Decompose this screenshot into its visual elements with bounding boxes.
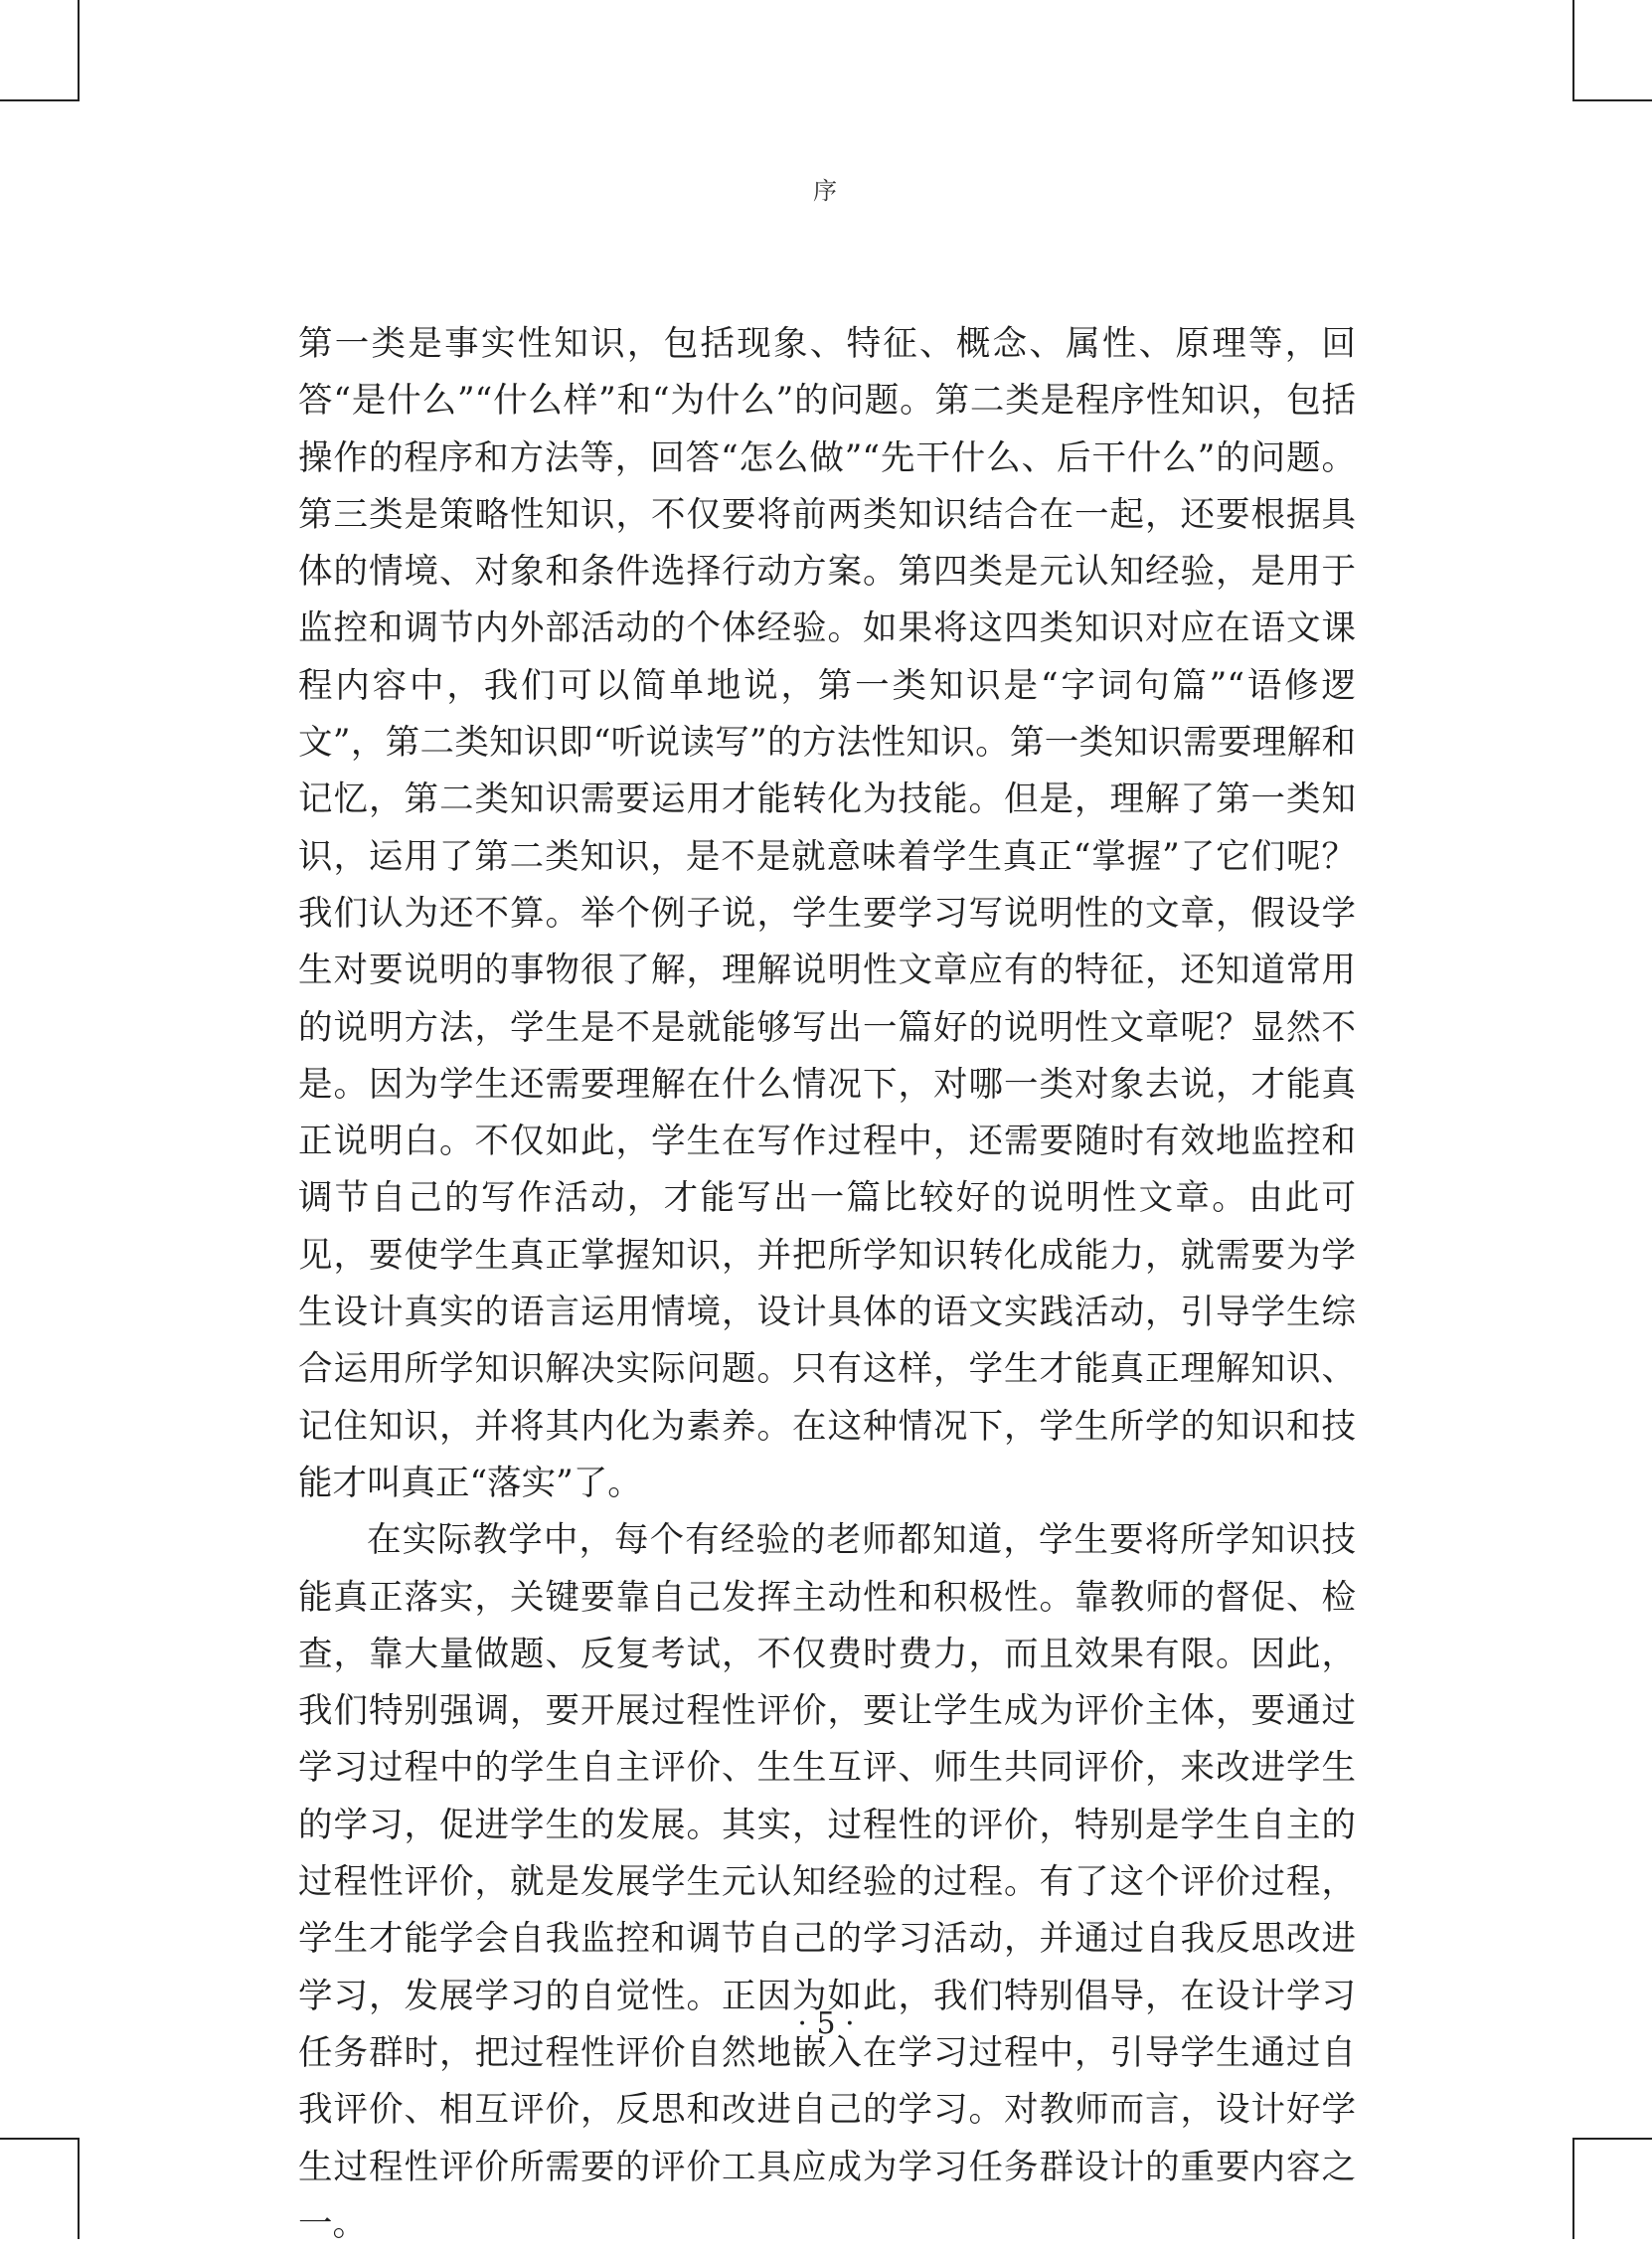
crop-mark-bottom-right-vertical xyxy=(1572,2138,1574,2239)
crop-mark-top-left-vertical xyxy=(78,0,80,101)
crop-mark-bottom-left-vertical xyxy=(78,2138,80,2239)
crop-mark-top-right-horizontal xyxy=(1572,99,1652,101)
body-text xyxy=(298,316,1356,2253)
page-number: · 5 · xyxy=(797,2006,855,2041)
crop-mark-bottom-right-horizontal xyxy=(1572,2138,1652,2140)
crop-mark-top-right-vertical xyxy=(1572,0,1574,101)
crop-mark-top-left-horizontal xyxy=(0,99,80,101)
crop-mark-bottom-left-horizontal xyxy=(0,2138,80,2140)
paragraph-1: 第一类是事实性知识，包括现象、特征、概念、属性、原理等，回答“是什么”“什么样”和“为什么”的问题。第二类是程序性知识，包括操作的程序和方法等，回答“怎么做”“先干什么、后干什么”的问题。第三类是策略性知识，不仅要将前两类知识结合在一起，还要根据具体的情境、对象和条件选择行动方案。第四类是元认知经验，是用于监控和调节内外部活动的个体经验。如果将这四类知识对应在语文课程内容中，我们可以简单地说，第一类知识是“字词句篇”“语修逻文”，第二类知识即“听说读写”的方法性知识。第一类知识需要理解和记忆，第二类知识需要运用才能转化为技能。但是，理解了第一类知识，运用了第二类知识，是不是就意味着学生真正“掌握”了它们呢？我们认为还不算。举个例子说，学生要学习写说明性的文章，假设学生对要说明的事物很了解，理解说明性文章应有的特征，还知道常用的说明方法，学生是不是就能够写出一篇好的说明性文章呢？显然不是。因为学生还需要理解在什么情况下，对哪一类对象去说，才能真正说明白。不仅如此，学生在写作过程中，还需要随时有效地监控和调节自己的写作活动，才能写出一篇比较好的说明性文章。由此可见，要使学生真正掌握知识，并把所学知识转化成能力，就需要为学生设计真实的语言运用情境，设计具体的语文实践活动，引导学生综合运用所学知识解决实际问题。只有这样，学生才能真正理解知识、记住知识，并将其内化为素养。在这种情况下，学生所学的知识和技能才叫真正“落实”了。 xyxy=(298,324,1356,1503)
running-head: 序 xyxy=(813,177,839,205)
paragraph-2: 在实际教学中，每个有经验的老师都知道，学生要将所学知识技能真正落实，关键要靠自己发挥主动性和积极性。靠教师的督促、检查，靠大量做题、反复考试，不仅费时费力，而且效果有限。因此，我们特别强调，要开展过程性评价，要让学生成为评价主体，要通过学习过程中的学生自主评价、生生互评、师生共同评价，来改进学生的学习，促进学生的发展。其实，过程性的评价，特别是学生自主的过程性评价，就是发展学生元认知经验的过程。有了这个评价过程，学生才能学会自我监控和调节自己的学习活动，并通过自我反思改进学习，发展学习的自觉性。正因为如此，我们特别倡导，在设计学习任务群时，把过程性评价自然地嵌入在学习过程中，引导学生通过自我评价、相互评价，反思和改进自己的学习。对教师而言，设计好学生过程性评价所需要的评价工具应成为学习任务群设计的重要内容之一。 xyxy=(298,1520,1356,2244)
